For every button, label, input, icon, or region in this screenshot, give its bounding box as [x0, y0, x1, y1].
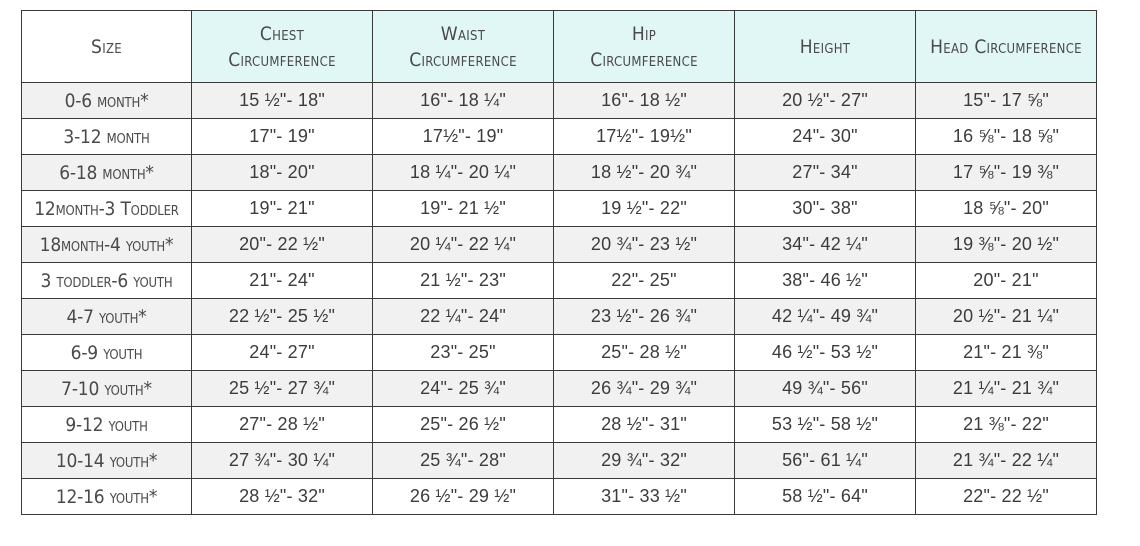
table-row	[22, 407, 1097, 443]
size-rows	[22, 83, 1097, 515]
size-chart-table	[21, 10, 1097, 515]
table-row	[22, 299, 1097, 335]
height-value-cell: 53 ½"- 58 ½"	[735, 407, 916, 443]
height-value-cell: 46 ½"- 53 ½"	[735, 335, 916, 371]
waist-value-cell: 16"- 18 ¼"	[373, 83, 554, 119]
height-value-cell: 58 ½"- 64"	[735, 479, 916, 515]
waist-value-cell: 21 ½"- 23"	[373, 263, 554, 299]
chest-value-cell: 18"- 20"	[192, 155, 373, 191]
table-row	[22, 335, 1097, 371]
size-label-cell: 6-9 youth	[22, 335, 192, 371]
hip-value-cell: 16"- 18 ½"	[554, 83, 735, 119]
hip-value-cell: 28 ½"- 31"	[554, 407, 735, 443]
chest-value-cell: 20"- 22 ½"	[192, 227, 373, 263]
height-value-cell: 27"- 34"	[735, 155, 916, 191]
waist-value-cell: 22 ¼"- 24"	[373, 299, 554, 335]
table-row	[22, 227, 1097, 263]
hip-value-cell: 25"- 28 ½"	[554, 335, 735, 371]
header-waist-circumference: Waist Circumference	[373, 11, 554, 83]
table-row	[22, 191, 1097, 227]
head-value-cell: 19 ⅜"- 20 ½"	[916, 227, 1097, 263]
chest-value-cell: 24"- 27"	[192, 335, 373, 371]
hip-value-cell: 17½"- 19½"	[554, 119, 735, 155]
chest-value-cell: 15 ½"- 18"	[192, 83, 373, 119]
height-value-cell: 49 ¾"- 56"	[735, 371, 916, 407]
waist-value-cell: 25"- 26 ½"	[373, 407, 554, 443]
size-label-cell: 7-10 youth*	[22, 371, 192, 407]
height-value-cell: 20 ½"- 27"	[735, 83, 916, 119]
waist-value-cell: 18 ¼"- 20 ¼"	[373, 155, 554, 191]
head-value-cell: 21 ⅜"- 22"	[916, 407, 1097, 443]
size-label-cell: 3 toddler-6 youth	[22, 263, 192, 299]
height-value-cell: 38"- 46 ½"	[735, 263, 916, 299]
waist-value-cell: 19"- 21 ½"	[373, 191, 554, 227]
chest-value-cell: 22 ½"- 25 ½"	[192, 299, 373, 335]
header-hip-circumference: Hip Circumference	[554, 11, 735, 83]
hip-value-cell: 20 ¾"- 23 ½"	[554, 227, 735, 263]
size-label-cell: 4-7 youth*	[22, 299, 192, 335]
header-size: Size	[22, 11, 192, 83]
chest-value-cell: 21"- 24"	[192, 263, 373, 299]
size-label-cell: 18month-4 youth*	[22, 227, 192, 263]
hip-value-cell: 26 ¾"- 29 ¾"	[554, 371, 735, 407]
size-label-cell: 9-12 youth	[22, 407, 192, 443]
waist-value-cell: 24"- 25 ¾"	[373, 371, 554, 407]
table-row	[22, 371, 1097, 407]
size-label-cell: 6-18 month*	[22, 155, 192, 191]
size-label-cell: 12-16 youth*	[22, 479, 192, 515]
head-value-cell: 16 ⅝"- 18 ⅝"	[916, 119, 1097, 155]
header-head-circumference: Head Circumference	[916, 11, 1097, 83]
table-row	[22, 83, 1097, 119]
waist-value-cell: 23"- 25"	[373, 335, 554, 371]
header-row	[22, 11, 1097, 83]
waist-value-cell: 20 ¼"- 22 ¼"	[373, 227, 554, 263]
hip-value-cell: 18 ½"- 20 ¾"	[554, 155, 735, 191]
chest-value-cell: 27 ¾"- 30 ¼"	[192, 443, 373, 479]
table-row	[22, 479, 1097, 515]
head-value-cell: 17 ⅝"- 19 ⅜"	[916, 155, 1097, 191]
height-value-cell: 30"- 38"	[735, 191, 916, 227]
hip-value-cell: 29 ¾"- 32"	[554, 443, 735, 479]
waist-value-cell: 17½"- 19"	[373, 119, 554, 155]
head-value-cell: 20 ½"- 21 ¼"	[916, 299, 1097, 335]
height-value-cell: 34"- 42 ¼"	[735, 227, 916, 263]
head-value-cell: 22"- 22 ½"	[916, 479, 1097, 515]
head-value-cell: 20"- 21"	[916, 263, 1097, 299]
hip-value-cell: 19 ½"- 22"	[554, 191, 735, 227]
chest-value-cell: 27"- 28 ½"	[192, 407, 373, 443]
head-value-cell: 15"- 17 ⅝"	[916, 83, 1097, 119]
table-row	[22, 263, 1097, 299]
head-value-cell: 21"- 21 ⅜"	[916, 335, 1097, 371]
height-value-cell: 24"- 30"	[735, 119, 916, 155]
size-label-cell: 10-14 youth*	[22, 443, 192, 479]
size-label-cell: 12month-3 Toddler	[22, 191, 192, 227]
chest-value-cell: 28 ½"- 32"	[192, 479, 373, 515]
chest-value-cell: 17"- 19"	[192, 119, 373, 155]
head-value-cell: 21 ¾"- 22 ¼"	[916, 443, 1097, 479]
head-value-cell: 21 ¼"- 21 ¾"	[916, 371, 1097, 407]
size-label-cell: 0-6 month*	[22, 83, 192, 119]
table-row	[22, 119, 1097, 155]
chest-value-cell: 25 ½"- 27 ¾"	[192, 371, 373, 407]
head-value-cell: 18 ⅝"- 20"	[916, 191, 1097, 227]
hip-value-cell: 22"- 25"	[554, 263, 735, 299]
chest-value-cell: 19"- 21"	[192, 191, 373, 227]
table-row	[22, 443, 1097, 479]
size-label-cell: 3-12 month	[22, 119, 192, 155]
height-value-cell: 42 ¼"- 49 ¾"	[735, 299, 916, 335]
hip-value-cell: 23 ½"- 26 ¾"	[554, 299, 735, 335]
header-chest-circumference: Chest Circumference	[192, 11, 373, 83]
table-row	[22, 155, 1097, 191]
header-height: Height	[735, 11, 916, 83]
waist-value-cell: 26 ½"- 29 ½"	[373, 479, 554, 515]
waist-value-cell: 25 ¾"- 28"	[373, 443, 554, 479]
height-value-cell: 56"- 61 ¼"	[735, 443, 916, 479]
hip-value-cell: 31"- 33 ½"	[554, 479, 735, 515]
